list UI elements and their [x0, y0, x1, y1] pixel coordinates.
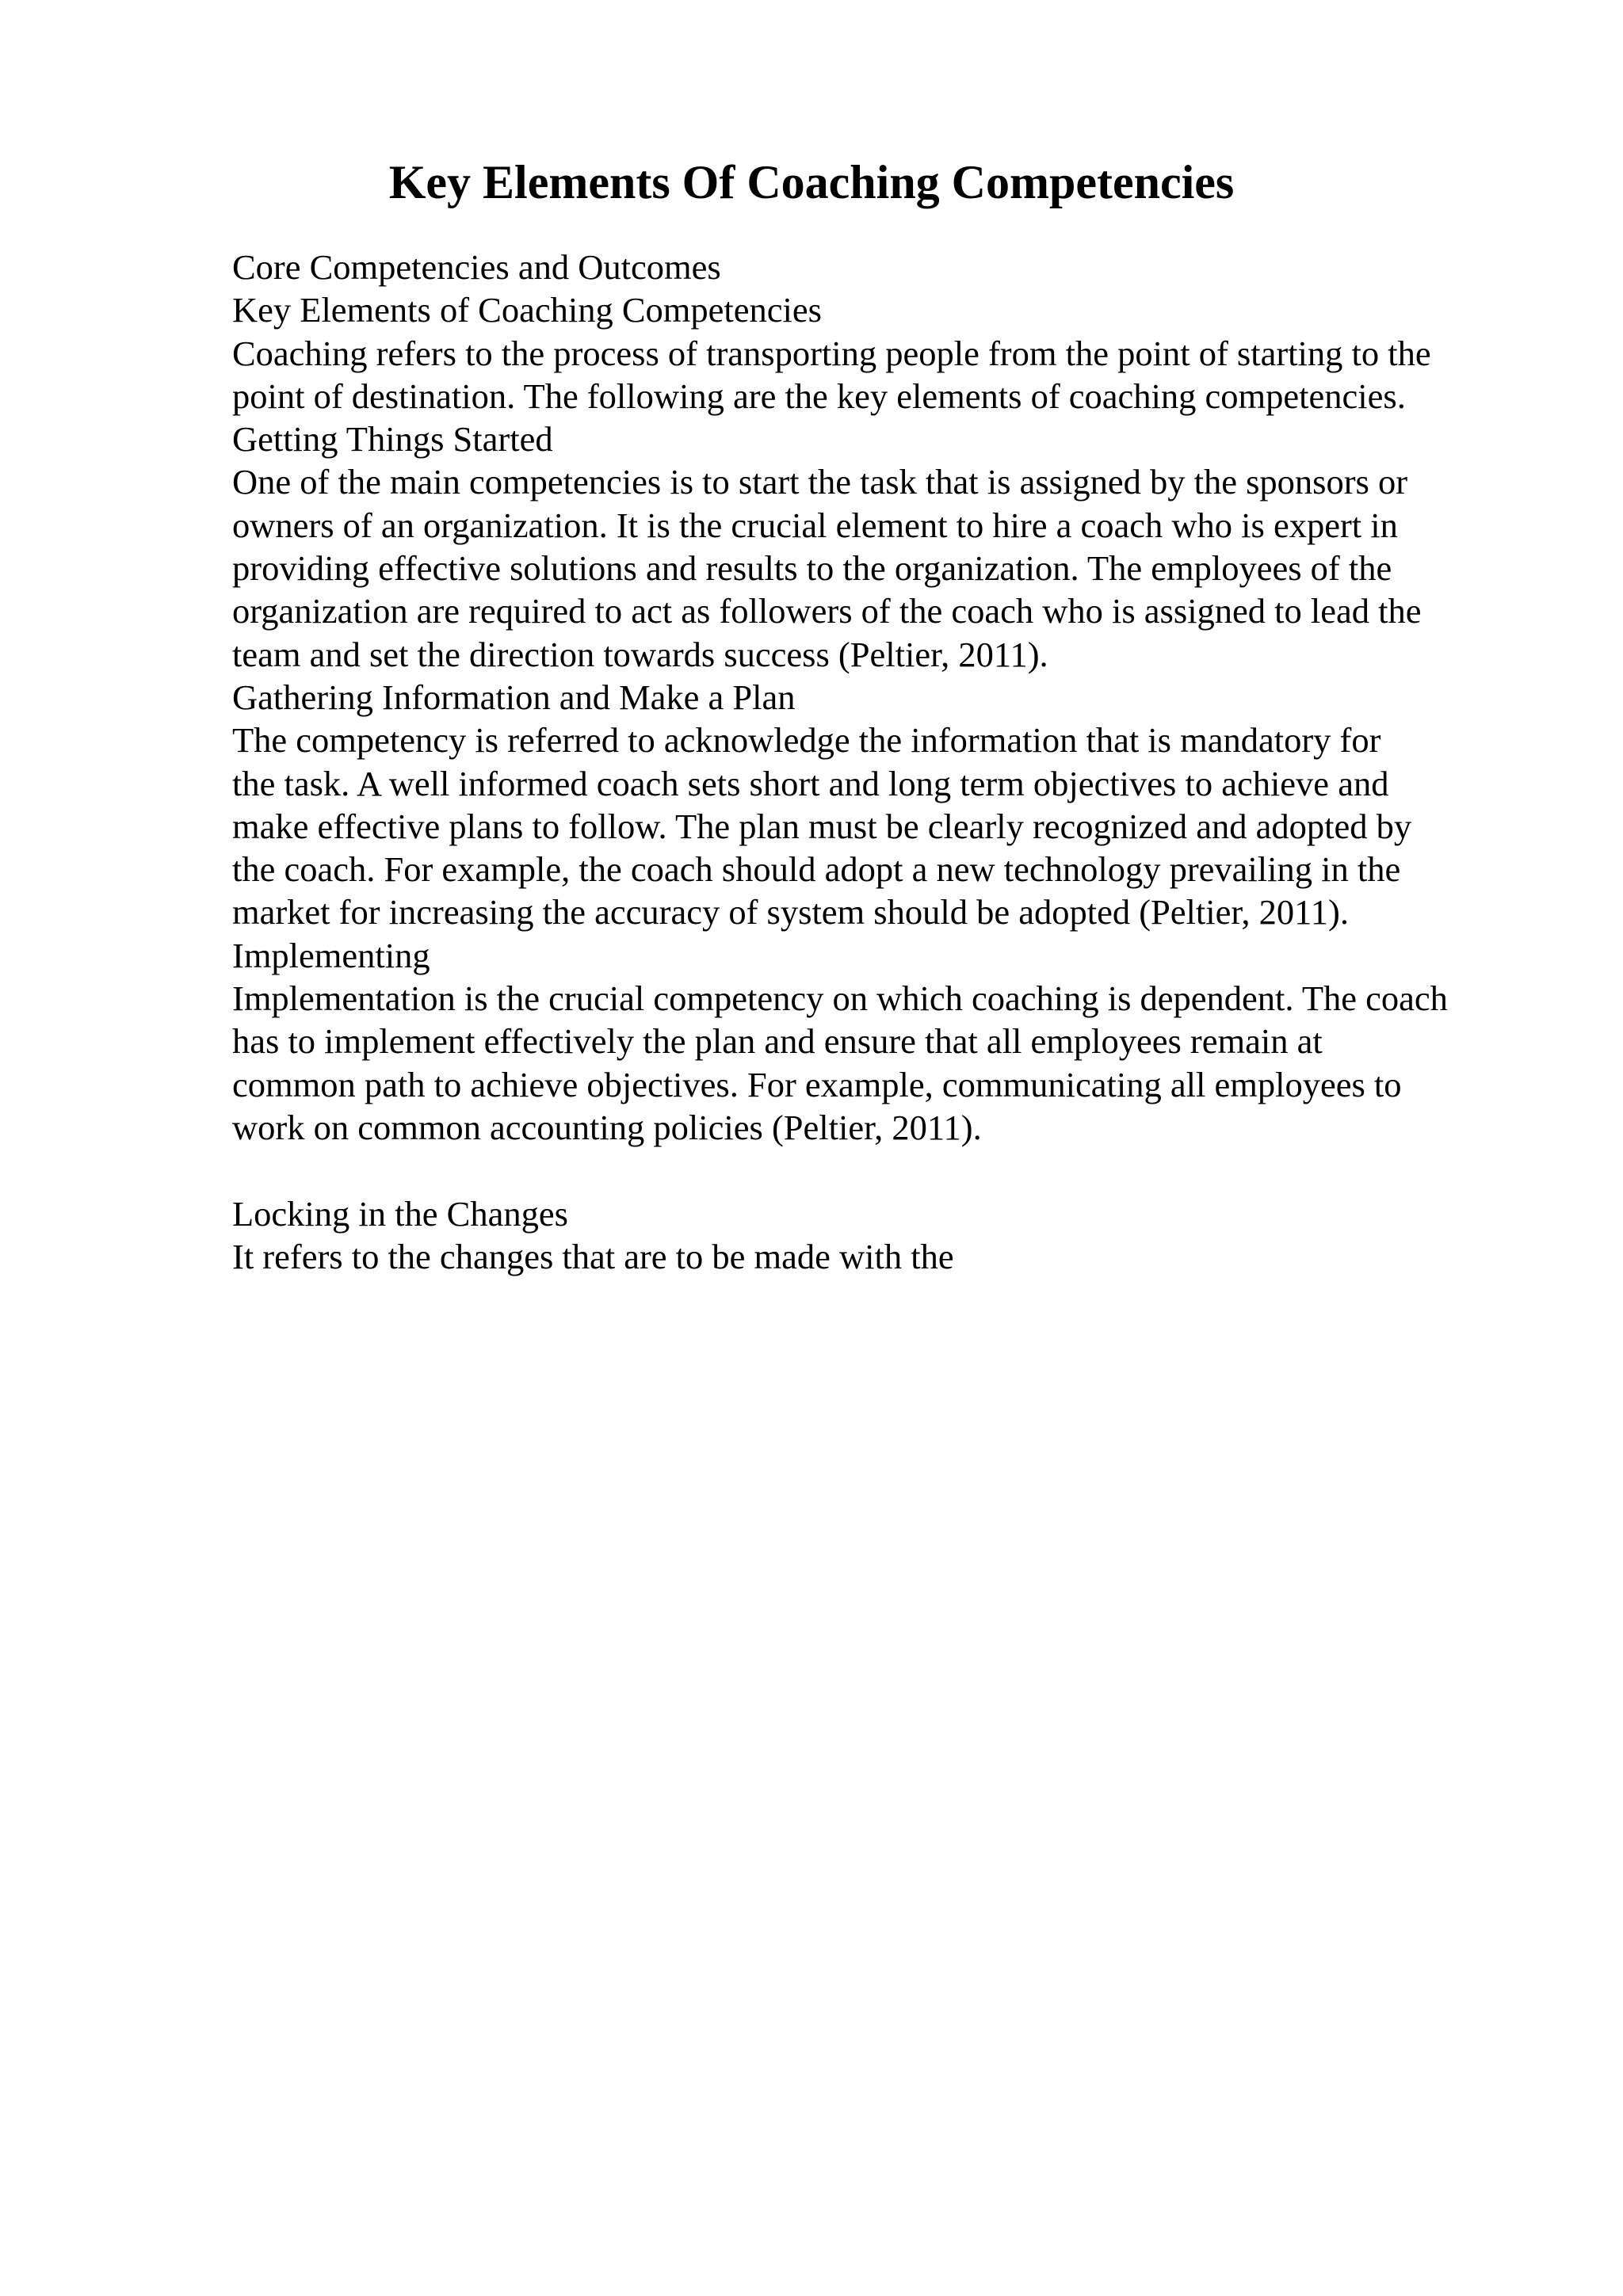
paragraph-line: The competency is referred to acknowledge the information that is mandatory for	[232, 720, 1381, 761]
section-heading-locking-in-changes: Locking in the Changes	[232, 1193, 568, 1234]
paragraph-line: organization are required to act as followers of the coach who is assigned to lead the	[232, 591, 1422, 631]
paragraph-line: owners of an organization. It is the crucial element to hire a coach who is expert in	[232, 505, 1398, 545]
paragraph-line: make effective plans to follow. The plan must be clearly recognized and adopted by	[232, 806, 1412, 846]
paragraph-line: point of destination. The following are the key elements of coaching competencies.	[232, 376, 1406, 416]
paragraph-line: It refers to the changes that are to be made with the	[232, 1236, 954, 1276]
paragraph-line: One of the main competencies is to start the task that is assigned by the sponsors or	[232, 462, 1408, 502]
blank-line	[232, 1149, 1595, 1192]
document-title: Key Elements Of Coaching Competencies	[388, 156, 1235, 208]
section-heading-gathering-information: Gathering Information and Make a Plan	[232, 677, 796, 717]
paragraph-line: the task. A well informed coach sets short and long term objectives to achieve and	[232, 763, 1389, 803]
paragraph-line: common path to achieve objectives. For example, communicating all employees to	[232, 1064, 1402, 1104]
section-heading-implementing: Implementing	[232, 935, 430, 975]
paragraph-line: market for increasing the accuracy of system should be adopted (Peltier, 2011).	[232, 892, 1349, 933]
paragraph-line: the coach. For example, the coach should adopt a new technology prevailing in the	[232, 849, 1401, 890]
paragraph-line: providing effective solutions and results to the organization. The employees of the	[232, 548, 1392, 589]
section-heading-core-competencies: Core Competencies and Outcomes	[232, 247, 721, 287]
paragraph-line: team and set the direction towards success (Peltier, 2011).	[232, 634, 1048, 674]
document-body	[232, 246, 1595, 1278]
paragraph-line: Coaching refers to the process of transporting people from the point of starting to the	[232, 333, 1431, 373]
paragraph-line: work on common accounting policies (Peltier, 2011).	[232, 1107, 982, 1147]
section-heading-getting-things-started: Getting Things Started	[232, 419, 553, 460]
paragraph-line: has to implement effectively the plan and ensure that all employees remain at	[232, 1021, 1323, 1062]
section-heading-key-elements: Key Elements of Coaching Competencies	[232, 290, 822, 330]
paragraph-line: Implementation is the crucial competency on which coaching is dependent. The coach	[232, 978, 1448, 1019]
